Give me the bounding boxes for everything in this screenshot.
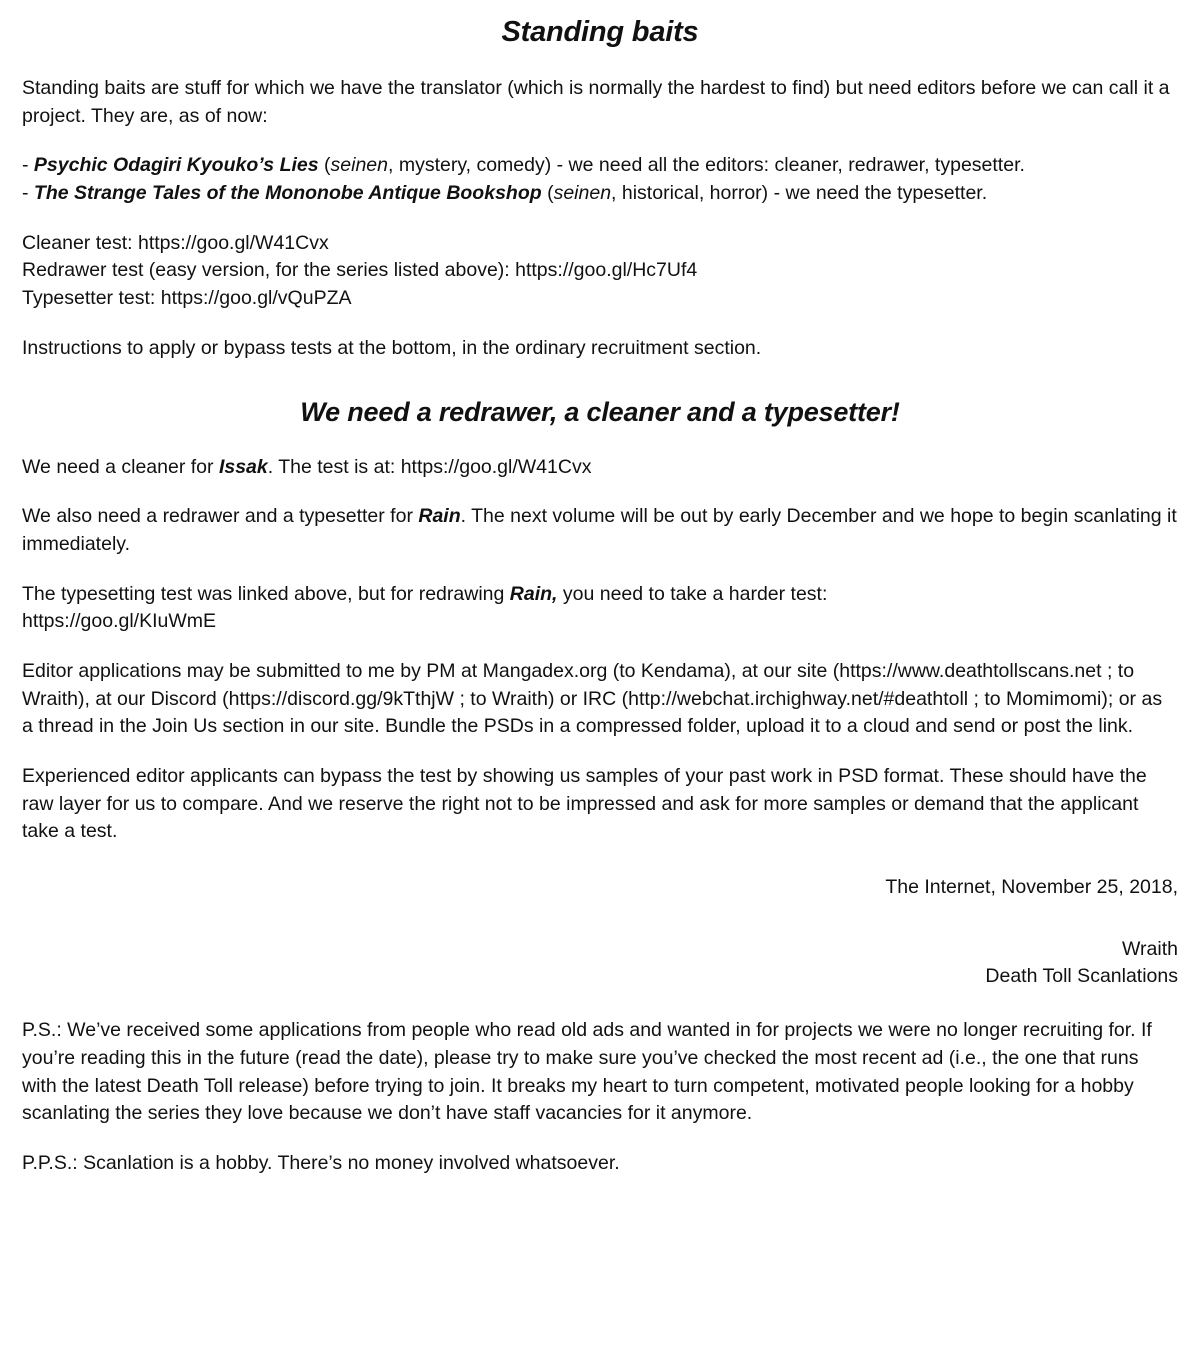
typesetter-test-line: Typesetter test: https://goo.gl/vQuPZA	[22, 287, 352, 310]
cleaner-test-line: Cleaner test: https://goo.gl/W41Cvx	[22, 231, 329, 254]
need-cleaner-post: . The test is at: https://goo.gl/W41Cvx	[267, 455, 592, 478]
harder-test-pre: The typesetting test was linked above, but for redrawing	[22, 582, 510, 605]
harder-test-series: Rain,	[509, 582, 558, 605]
bait-genre-demographic: seinen	[330, 154, 388, 177]
applications-paragraph: Editor applications may be submitted to me by PM at Mangadex.org (to Kendama), at our site (https://www.deathtollscans.net ; to Wraith), at our Discord (https://discord.gg/9kTthjW ; to Wraith) or IRC (http://webchat.irchighway.net/#deathtoll ; to Momimomi); or as a thread in the Join Us section in our site. Bundle the PSDs in a compressed folder, upload it to a cloud and send or post the link.	[22, 659, 1163, 738]
instructions-note: Instructions to apply or bypass tests at the bottom, in the ordinary recruitment section.	[22, 336, 762, 359]
bait-genres-open: (	[318, 154, 331, 177]
postscript-block	[22, 1017, 1178, 1177]
harder-test-post: you need to take a harder test:	[557, 582, 828, 605]
postscript-1: P.S.: We’ve received some applications from people who read old ads and wanted in for projects we were no longer recruiting for. If you’re reading this in the future (read the date), please try to make sure you’ve checked the most recent ad (i.e., the one that runs with the latest Death Toll release) before trying to join. It breaks my heart to turn competent, motivated people looking for a hobby scanlating the series they love because we don’t have staff vacancies for it anymore.	[22, 1019, 1152, 1125]
bait-series-title: The Strange Tales of the Mononobe Antique Bookshop	[33, 182, 542, 205]
bait-genres-rest: , mystery, comedy) - we need all the editors: cleaner, redrawer, typesetter.	[387, 154, 1025, 177]
need-cleaner-series: Issak	[218, 455, 268, 478]
page-title: Standing baits	[501, 16, 699, 48]
signature-name: Wraith	[1122, 937, 1178, 960]
list-item	[22, 152, 1178, 180]
signature-group: Death Toll Scanlations	[985, 965, 1178, 988]
need-redrawer-paragraph	[22, 503, 1178, 558]
bait-genres-open: (	[541, 182, 554, 205]
list-item	[22, 180, 1178, 208]
need-redrawer-post: . The next volume will be out by early December and we hope to begin scanlating it immediately.	[22, 505, 1177, 555]
intro-paragraph: Standing baits are stuff for which we have the translator (which is normally the hardest to find) but need editors before we can call it a project. They are, as of now:	[22, 77, 1170, 127]
bait-dash: -	[22, 154, 34, 177]
bait-dash: -	[22, 182, 34, 205]
section-title-recruitment: We need a redrawer, a cleaner and a typesetter!	[300, 396, 900, 427]
postscript-2: P.P.S.: Scanlation is a hobby. There’s no money involved whatsoever.	[22, 1151, 620, 1174]
bait-genre-demographic: seinen	[553, 182, 612, 205]
need-cleaner-pre: We need a cleaner for	[22, 455, 219, 478]
signature-date: The Internet, November 25, 2018,	[885, 876, 1178, 899]
bait-genres-rest: , historical, horror) - we need the typesetter.	[611, 182, 988, 205]
need-redrawer-series: Rain	[418, 505, 461, 528]
signature-block	[22, 874, 1178, 991]
redrawer-test-line: Redrawer test (easy version, for the series listed above): https://goo.gl/Hc7Uf4	[22, 259, 698, 282]
test-links-list	[22, 230, 1178, 313]
need-redrawer-pre: We also need a redrawer and a typesetter for	[22, 505, 419, 528]
bait-series-title: Psychic Odagiri Kyouko’s Lies	[33, 154, 319, 177]
bypass-paragraph: Experienced editor applicants can bypass the test by showing us samples of your past work in PSD format. These should have the raw layer for us to compare. And we reserve the right not to be impressed and ask for more samples or demand that the applicant take a test.	[22, 765, 1147, 843]
harder-test-paragraph	[22, 581, 1178, 636]
harder-test-link: https://goo.gl/KIuWmE	[22, 610, 217, 633]
need-cleaner-paragraph	[22, 454, 1178, 482]
standing-baits-list	[22, 152, 1178, 207]
